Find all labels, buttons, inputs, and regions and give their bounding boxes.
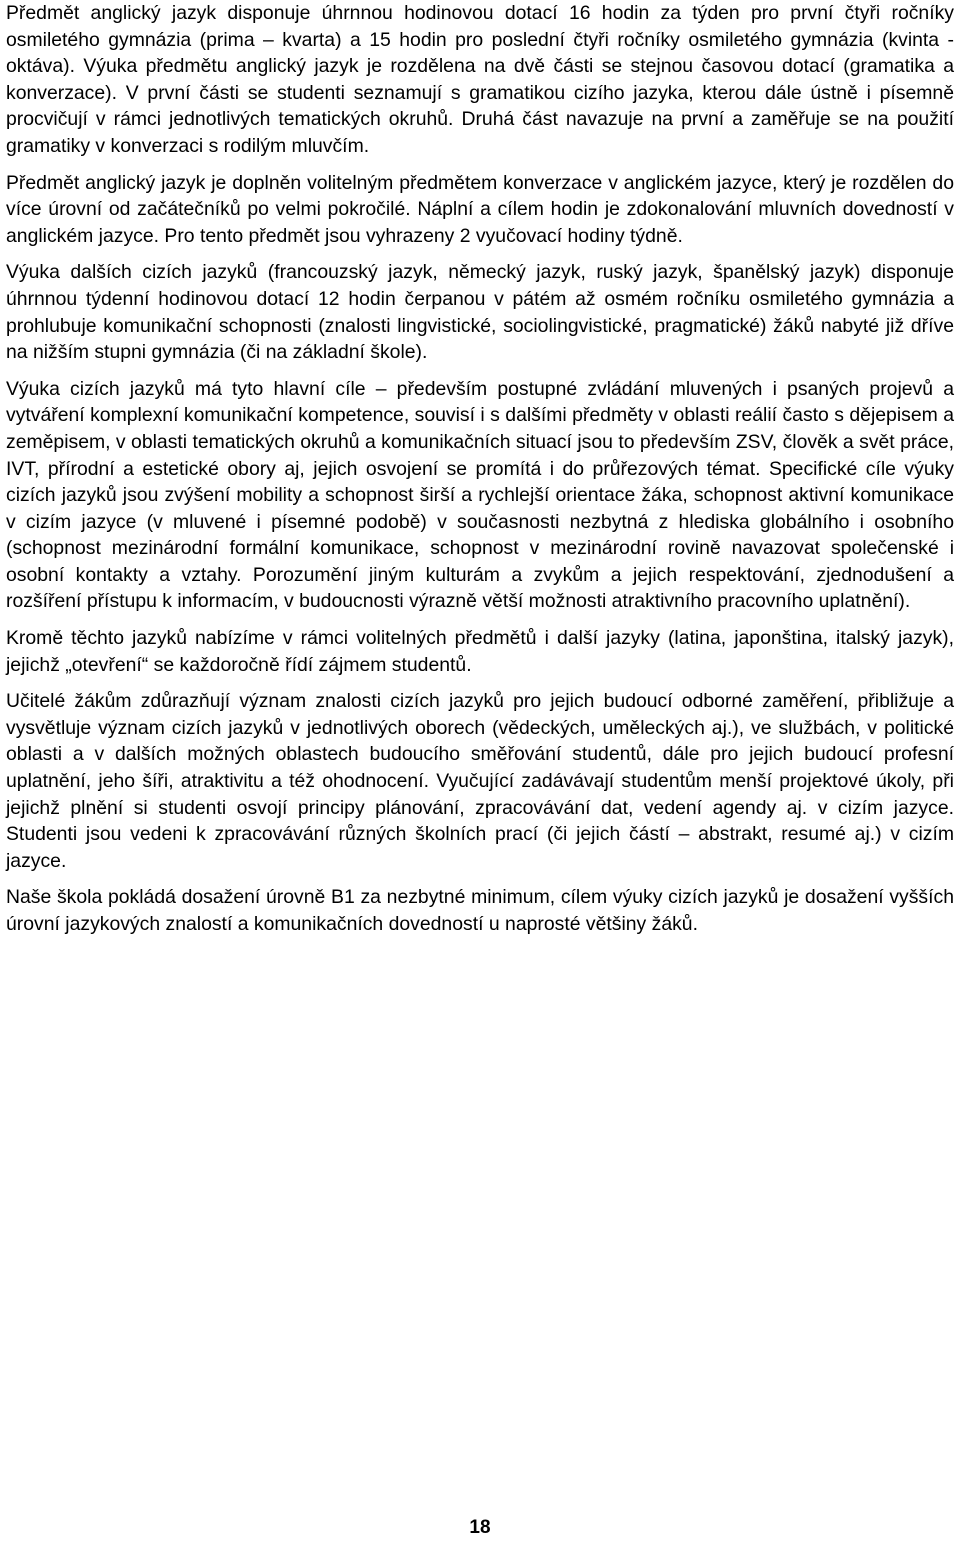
page-number: 18: [469, 1517, 491, 1538]
paragraph-b1-level: Naše škola pokládá dosažení úrovně B1 za nezbytné minimum, cílem výuky cizích jazyků je dosažení vyšších úrovní jazykových znalostí a komunikačních dovedností u naprosté většiny žáků.: [6, 886, 954, 935]
paragraph-english-conversation: Předmět anglický jazyk je doplněn volitelným předmětem konverzace v anglickém jazyce, který je rozdělen do více úrovní od začátečníků po velmi pokročilé. Náplní a cílem hodin je zdokonalování mluvních dovedností v anglickém jazyce. Pro tento předmět jsou vyhrazeny 2 vyučovací hodiny týdně.: [6, 171, 954, 247]
paragraph-elective-languages: Kromě těchto jazyků nabízíme v rámci volitelných předmětů i další jazyky (latina, japonština, italský jazyk), jejichž „otevření“ se každoročně řídí zájmem studentů.: [6, 627, 954, 676]
paragraph-language-goals: Výuka cizích jazyků má tyto hlavní cíle – především postupné zvládání mluvených i psaných projevů a vytváření komplexní komunikační kompetence, souvisí i s dalšími předměty v oblasti reálií často s dějepisem a zeměpisem, v oblasti tematických okruhů a komunikačních situací jsou to především ZSV, člověk a svět práce, IVT, přírodní a estetické obory aj, jejich osvojení se promítá i do průřezových témat. Specifické cíle výuky cizích jazyků jsou zvýšení mobility a schopnost širší a rychlejší orientace žáka, schopnost aktivní komunikace v cizím jazyce (v mluvené i písemné podobě) v současnosti nezbytná z hlediska globálního i osobního (schopnost mezinárodní formální komunikace, schopnost v mezinárodní rovině navazovat společenské i osobní kontakty a vztahy. Porozumění jiným kulturám a zvykům a jejich respektování, zjednodušení a rozšíření přístupu k informacím, v budoucnosti výrazně větší možnosti atraktivního pracovního uplatnění).: [6, 377, 954, 613]
paragraph-english-hours: Předmět anglický jazyk disponuje úhrnnou hodinovou dotací 16 hodin za týden pro první čtyři ročníky osmiletého gymnázia (prima – kvarta) a 15 hodin pro poslední čtyři ročníky osmiletého gymnázia (kvinta - oktáva). Výuka předmětu anglický jazyk je rozdělena na dvě části se stejnou časovou dotací (gramatika a konverzace). V první části se studenti seznamují s gramatikou cizího jazyka, kterou dále ústně i písemně procvičují v rámci jednotlivých tematických okruhů. Druhá část navazuje na první a zaměřuje se na použití gramatiky v konverzaci s rodilým mluvčím.: [6, 2, 954, 157]
paragraph-other-languages: Výuka dalších cizích jazyků (francouzský jazyk, německý jazyk, ruský jazyk, španělský jazyk) disponuje úhrnnou týdenní hodinovou dotací 12 hodin čerpanou v pátém až osmém ročníku osmiletého gymnázia a prohlubuje komunikační schopnosti (znalosti lingvistické, sociolingvistické, pragmatické) žáků nabyté již dříve na nižším stupni gymnázia (či na základní škole).: [6, 261, 954, 364]
document-page: [6, 0, 954, 948]
paragraph-teachers-emphasis: Učitelé žákům zdůrazňují význam znalosti cizích jazyků pro jejich budoucí odborné zaměření, přibližuje a vysvětluje význam cizích jazyků v jednotlivých oborech (vědeckých, uměleckých aj.), ve službách, v politické oblasti a v dalších možných oblastech budoucího směřování studentů, dále pro jejich budoucí profesní uplatnění, jeho šíři, atraktivitu a též ohodnocení. Vyučující zadávávají studentům menší projektové úkoly, při jejichž plnění si studenti osvojí principy plánování, zpracovávání dat, vedení agendy aj. v cizím jazyce. Studenti jsou vedeni k zpracovávání různých školních prací (či jejich částí – abstrakt, resumé aj.) v cizím jazyce.: [6, 690, 954, 872]
